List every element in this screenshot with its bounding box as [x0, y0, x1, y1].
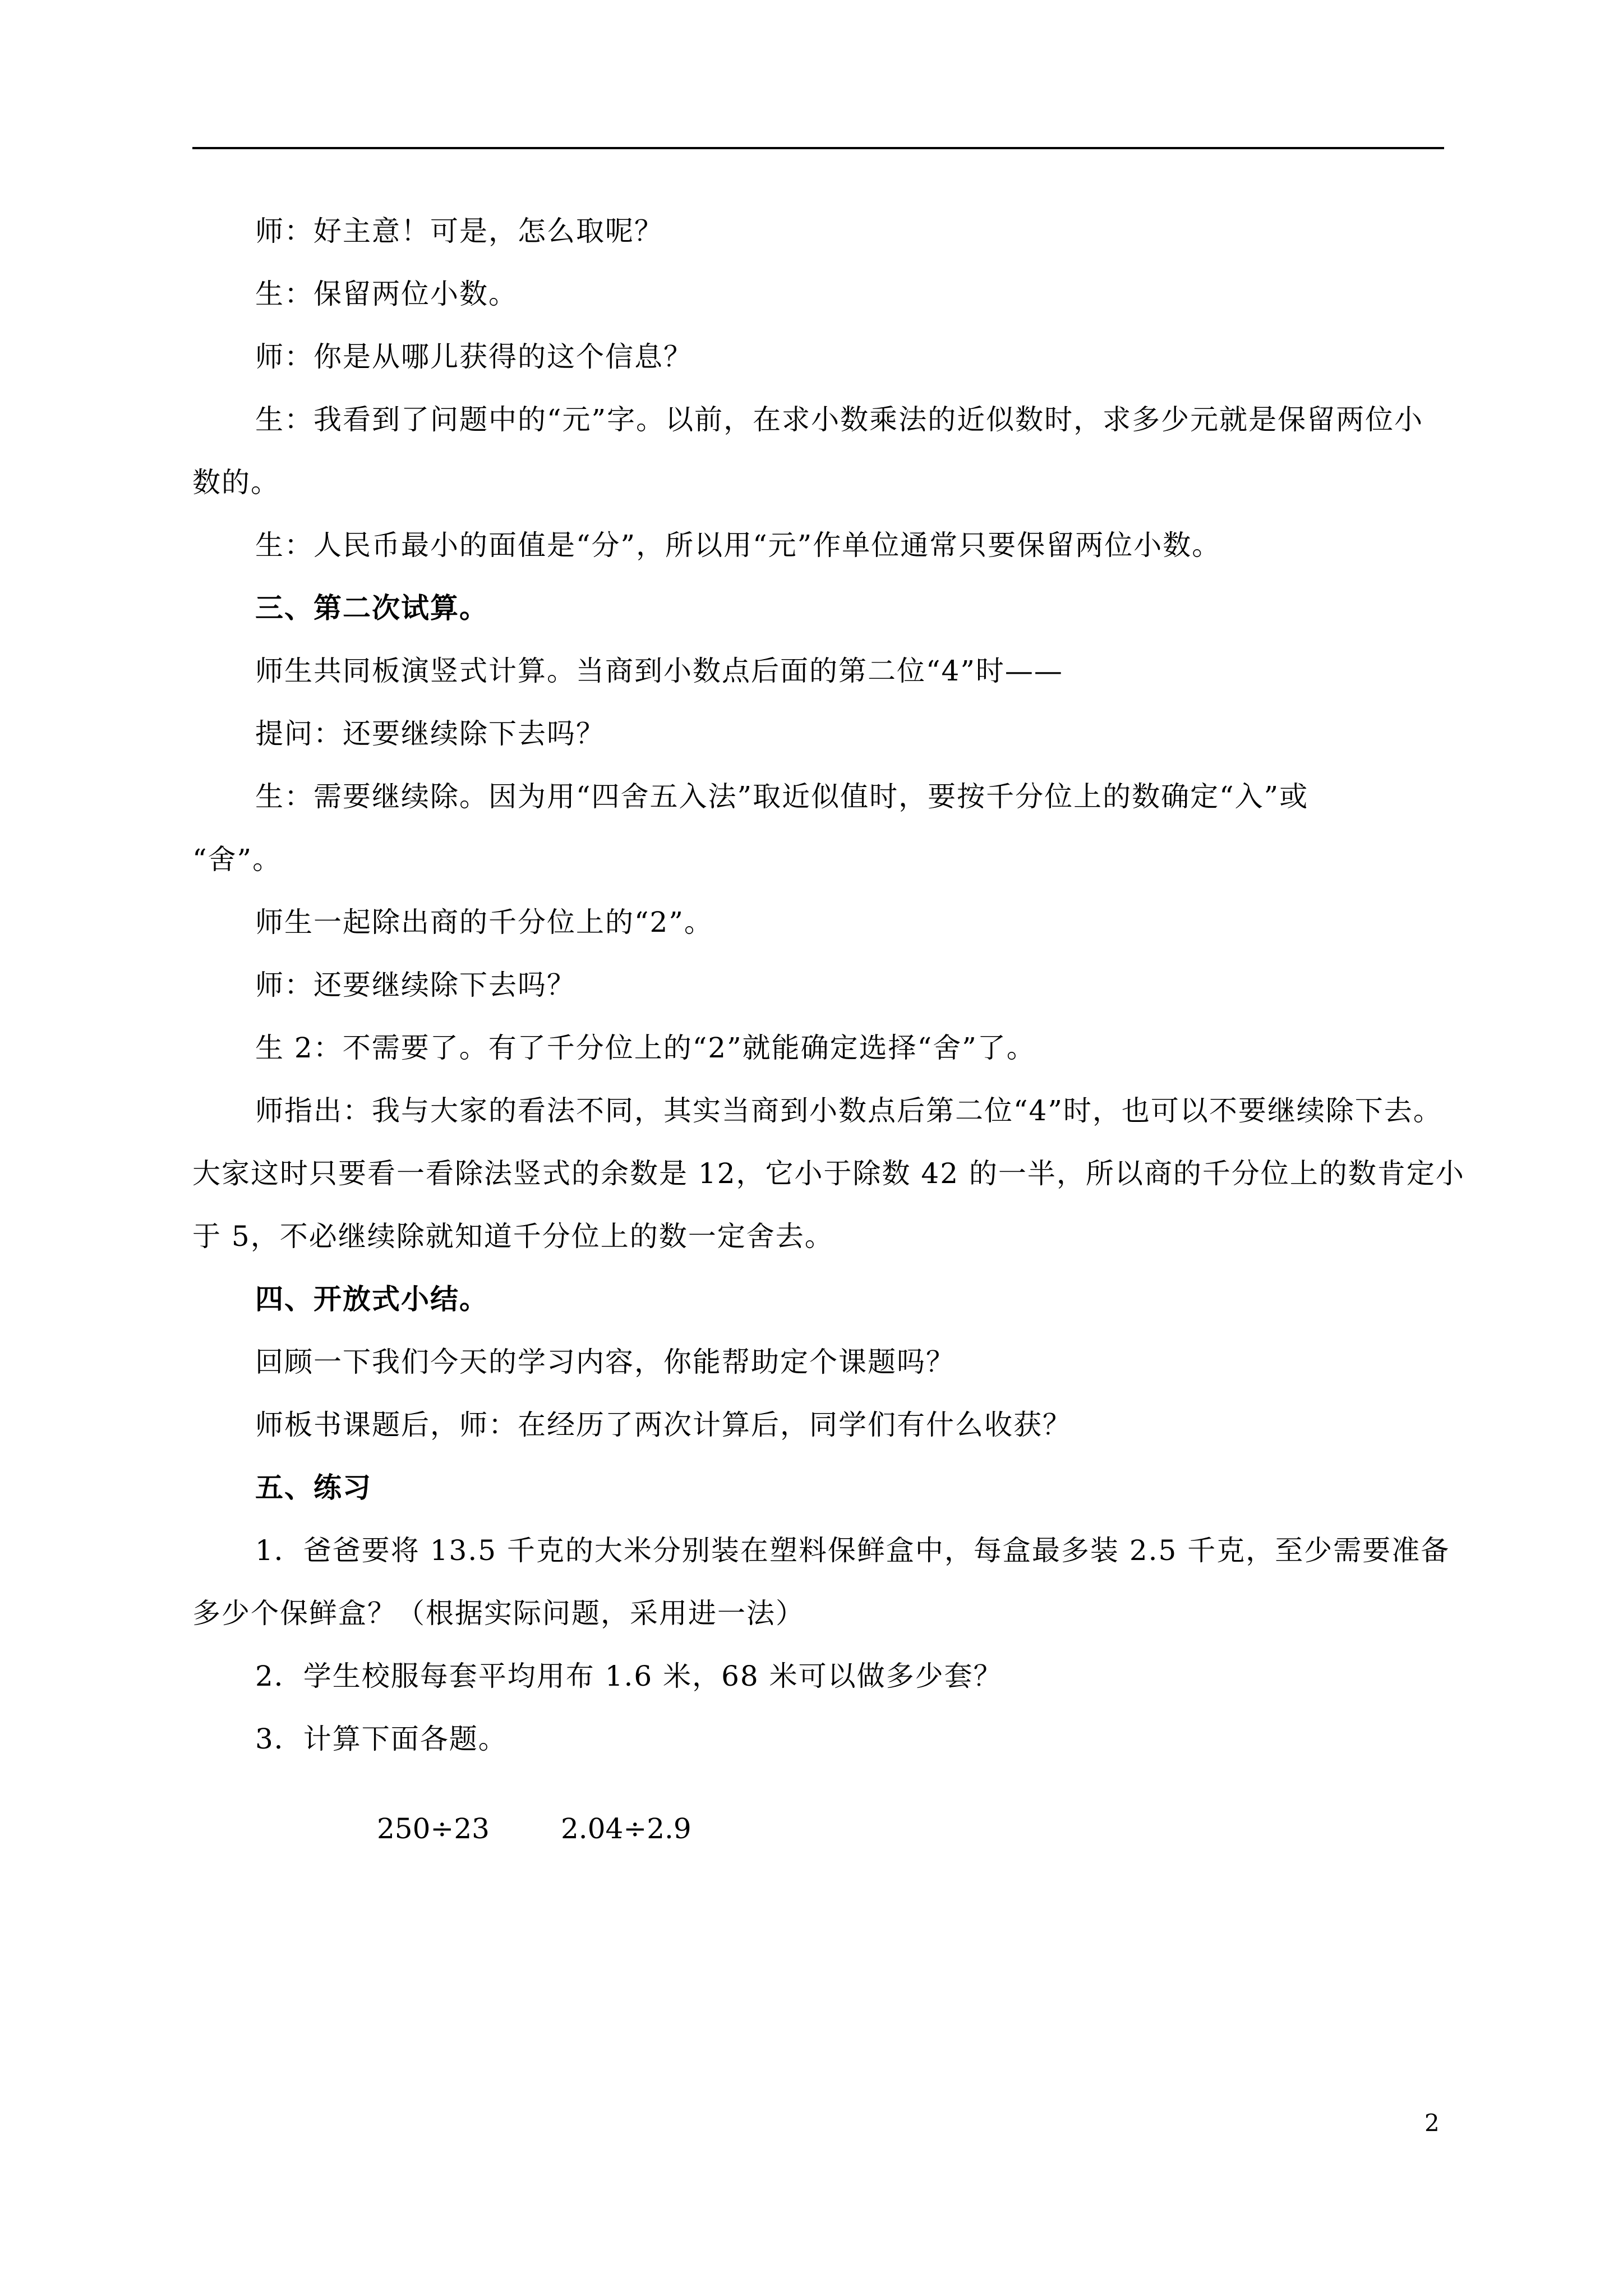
- dialogue-line: 师：还要继续除下去吗？: [255, 969, 576, 1001]
- exercise-item: 3．计算下面各题。: [255, 1723, 508, 1755]
- dialogue-line: 生：人民币最小的面值是“分”，所以用“元”作单位通常只要保留两位小数。: [255, 529, 1221, 562]
- section-heading: 三、第二次试算。: [255, 591, 488, 624]
- paragraph-line: 师生共同板演竖式计算。当商到小数点后面的第二位“4”时——: [255, 655, 1063, 687]
- paragraph-line: 师指出：我与大家的看法不同，其实当商到小数点后第二位“4”时，也可以不要继续除下去。: [255, 1094, 1442, 1127]
- paragraph-line: 回顾一下我们今天的学习内容，你能帮助定个课题吗？: [255, 1346, 955, 1378]
- dialogue-line: 生：需要继续除。因为用“四舍五入法”取近似值时，要按千分位上的数确定“入”或: [255, 780, 1309, 813]
- dialogue-line: 生 2：不需要了。有了千分位上的“2”就能确定选择“舍”了。: [255, 1032, 1036, 1064]
- dialogue-line: 师：你是从哪儿获得的这个信息？: [255, 341, 693, 373]
- paragraph-line: 师生一起除出商的千分位上的“2”。: [255, 906, 713, 938]
- calculation-item: 250÷23: [377, 1812, 490, 1845]
- paragraph-line: 师板书课题后，师：在经历了两次计算后，同学们有什么收获？: [255, 1409, 1072, 1441]
- dialogue-line: 师：好主意！可是，怎么取呢？: [255, 215, 663, 247]
- exercise-item: 1．爸爸要将 13.5 千克的大米分别装在塑料保鲜盒中，每盒最多装 2.5 千克，至少需要准备: [255, 1534, 1450, 1567]
- dialogue-line: 提问：还要继续除下去吗？: [255, 717, 605, 750]
- paragraph-line-continuation: 于 5，不必继续除就知道千分位上的数一定舍去。: [192, 1220, 834, 1253]
- dialogue-line: 生：我看到了问题中的“元”字。以前，在求小数乘法的近似数时，求多少元就是保留两位小: [255, 403, 1424, 436]
- exercise-item: 2．学生校服每套平均用布 1.6 米，68 米可以做多少套？: [255, 1660, 1003, 1692]
- dialogue-line: 生：保留两位小数。: [255, 278, 518, 310]
- dialogue-line-continuation: 数的。: [192, 466, 280, 499]
- section-heading: 四、开放式小结。: [255, 1282, 488, 1315]
- dialogue-line-continuation: “舍”。: [192, 843, 282, 876]
- section-heading: 五、练习: [255, 1471, 372, 1504]
- calculation-item: 2.04÷2.9: [561, 1812, 691, 1845]
- paragraph-line-continuation: 大家这时只要看一看除法竖式的余数是 12，它小于除数 42 的一半，所以商的千分位上的数肯定小: [192, 1157, 1465, 1190]
- page-number: 2: [1424, 2109, 1440, 2137]
- header-rule: [192, 147, 1444, 149]
- exercise-item-continuation: 多少个保鲜盒？（根据实际问题，采用进一法）: [192, 1597, 805, 1630]
